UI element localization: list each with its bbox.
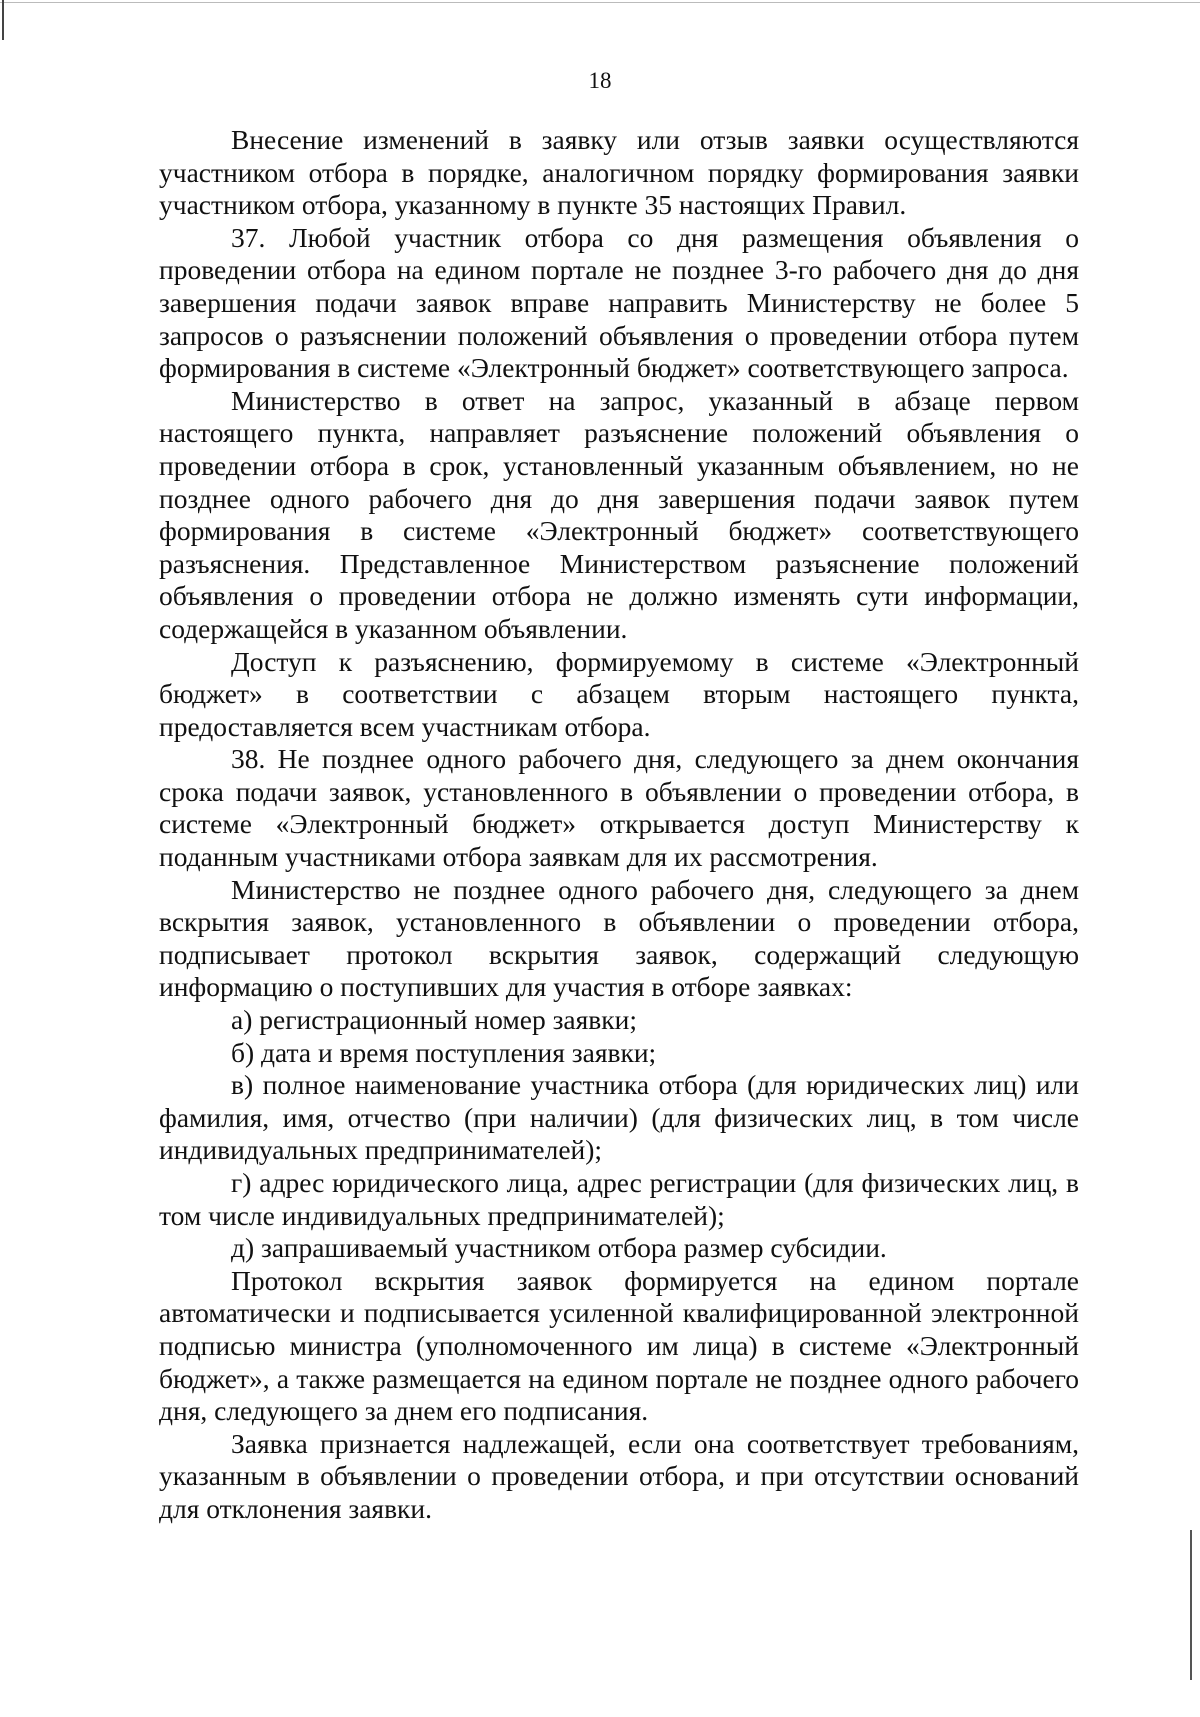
page-number: 18 xyxy=(588,68,612,93)
paragraph: Заявка признается надлежащей, если она соответствует требованиям, указанным в объявлении о проведении отбора, и при отсутствии оснований для отклонения заявки. xyxy=(159,1427,1079,1524)
paragraph-clause-38: 38. Не позднее одного рабочего дня, следующего за днем окончания срока подачи заявок, установленного в объявлении о проведении отбора, в системе «Электронный бюджет» открывается доступ Министерству к поданным участниками отбора заявкам для их рассмотрения. xyxy=(159,743,1079,873)
scan-edge-right xyxy=(1190,1530,1192,1680)
list-item-g: г) адрес юридического лица, адрес регистрации (для физических лиц, в том числе индивидуальных предпринимателей); xyxy=(159,1167,1079,1231)
list-item-b: б) дата и время поступления заявки; xyxy=(231,1036,657,1068)
list-item-a: а) регистрационный номер заявки; xyxy=(231,1004,637,1036)
paragraph: Министерство в ответ на запрос, указанный в абзаце первом настоящего пункта, направляет разъяснение положений объявления о проведении отбора в срок, установленный указанным объявлением, но не позднее одного рабочего дня до дня завершения подачи заявок путем формирования в системе «Электронный бюджет» соответствующего разъяснения. Представленное Министерством разъяснение положений объявления о проведении отбора не должно изменять сути информации, содержащейся в указанном объявлении. xyxy=(159,384,1079,644)
scan-edge-top xyxy=(0,2,1200,3)
list-item-v: в) полное наименование участника отбора (для юридических лиц) или фамилия, имя, отчество (при наличии) (для физических лиц, в том числе индивидуальных предпринимателей); xyxy=(159,1069,1079,1166)
document-body xyxy=(159,124,1079,1526)
scan-edge-left xyxy=(2,0,4,40)
paragraph: Доступ к разъяснению, формируемому в системе «Электронный бюджет» в соответствии с абзацем вторым настоящего пункта, предоставляется всем участникам отбора. xyxy=(159,645,1079,742)
paragraph: Министерство не позднее одного рабочего дня, следующего за днем вскрытия заявок, установленного в объявлении о проведении отбора, подписывает протокол вскрытия заявок, содержащий следующую информацию о поступивших для участия в отборе заявках: xyxy=(159,873,1079,1003)
paragraph: Внесение изменений в заявку или отзыв заявки осуществляются участником отбора в порядке, аналогичном порядку формирования заявки участником отбора, указанному в пункте 35 настоящих Правил. xyxy=(159,124,1079,221)
paragraph: Протокол вскрытия заявок формируется на едином портале автоматически и подписывается усиленной квалифицированной электронной подписью министра (уполномоченного им лица) в системе «Электронный бюджет», а также размещается на едином портале не позднее одного рабочего дня, следующего за днем его подписания. xyxy=(159,1264,1079,1427)
paragraph-clause-37: 37. Любой участник отбора со дня размещения объявления о проведении отбора на едином портале не позднее 3-го рабочего дня до дня завершения подачи заявок вправе направить Министерству не более 5 запросов о разъяснении положений объявления о проведении отбора путем формирования в системе «Электронный бюджет» соответствующего запроса. xyxy=(159,221,1079,384)
list-item-d: д) запрашиваемый участником отбора размер субсидии. xyxy=(231,1232,887,1264)
